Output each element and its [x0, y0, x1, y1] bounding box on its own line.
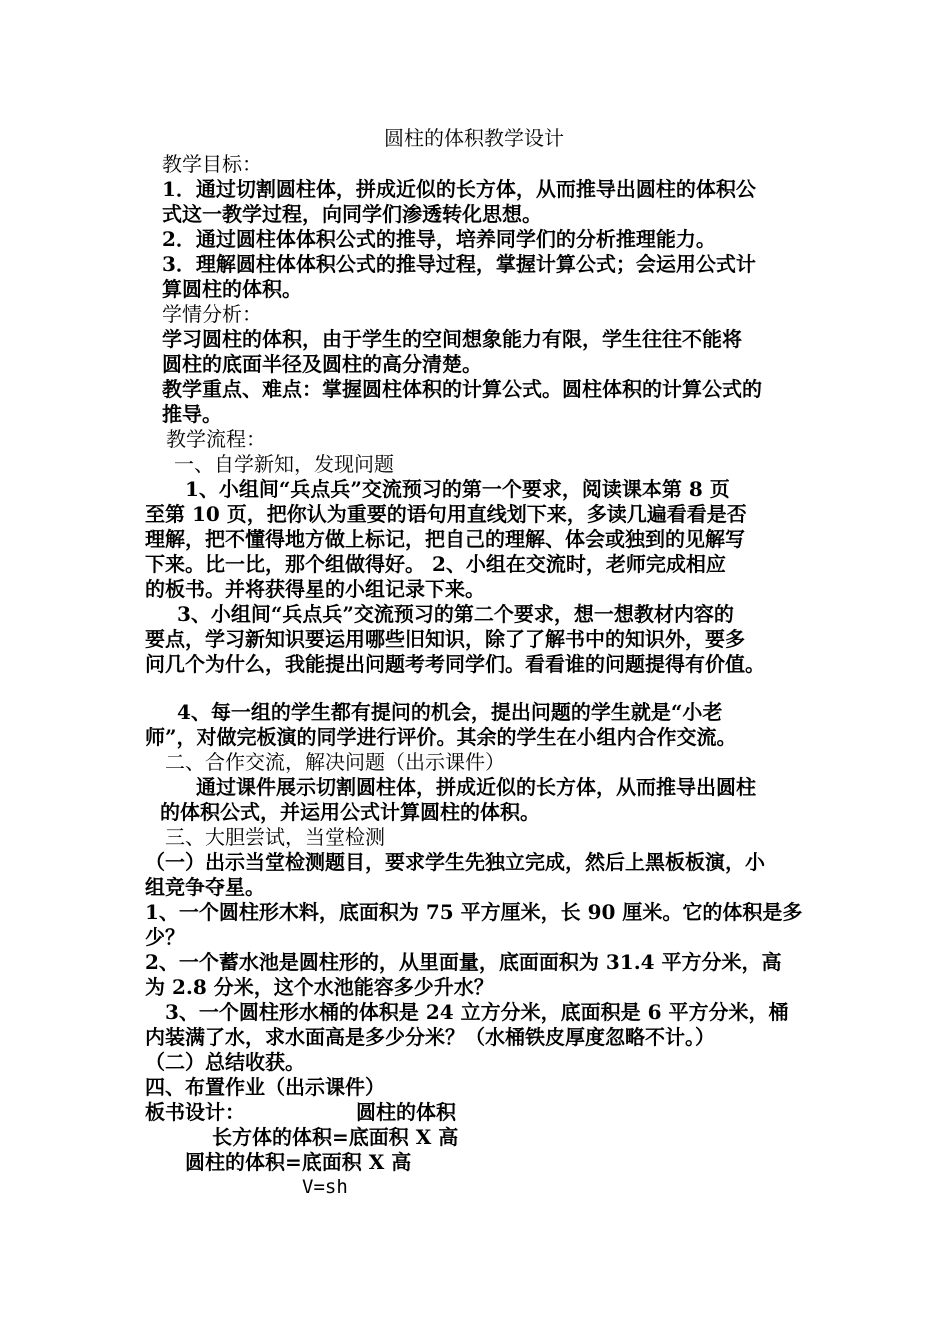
heading-teaching-process: 教学流程： — [166, 427, 266, 451]
document-title: 圆柱的体积教学设计 — [384, 126, 564, 150]
section-3-heading: 三、大胆尝试，当堂检测 — [165, 825, 385, 849]
goal-1-line-2: 式这一教学过程，向同学们渗透转化思想。 — [162, 202, 542, 226]
problem-2-line-2: 为 2.8 分米，这个水池能容多少升水？ — [145, 975, 494, 999]
step-1-line-1: 1、小组间“兵点兵”交流预习的第一个要求，阅读课本第 8 页 — [185, 477, 730, 501]
step-1-line-3: 理解，把不懂得地方做上标记，把自己的理解、体会或独到的见解写 — [145, 527, 745, 551]
heading-student-analysis: 学情分析： — [162, 302, 262, 326]
section-2-heading: 二、合作交流，解决问题（出示课件） — [165, 750, 505, 774]
step-3-line-3: 问几个为什么，我能提出问题考考同学们。看看谁的问题提得有价值。 — [145, 652, 765, 676]
problem-1-line-2: 少？ — [145, 925, 185, 949]
step-1-line-4: 下来。比一比，那个组做得好。 2、小组在交流时，老师完成相应 — [145, 552, 726, 576]
board-design-label: 板书设计： — [145, 1100, 245, 1124]
step-3-line-1: 3、小组间“兵点兵”交流预习的第二个要求，想一想教材内容的 — [177, 602, 734, 626]
heading-teaching-goals: 教学目标： — [162, 152, 262, 176]
step-1-line-2: 至第 10 页，把你认为重要的语句用直线划下来，多读几遍看看是否 — [145, 502, 747, 526]
step-4-line-1: 4、每一组的学生都有提问的机会，提出问题的学生就是“小老 — [177, 700, 723, 724]
section-4-heading: 四、布置作业（出示课件） — [145, 1075, 385, 1099]
summary-line: （二）总结收获。 — [145, 1050, 305, 1074]
analysis-line-1: 学习圆柱的体积，由于学生的空间想象能力有限，学生往往不能将 — [162, 327, 742, 351]
board-design-title: 圆柱的体积 — [356, 1100, 456, 1124]
test-intro-line-2: 组竞争夺星。 — [145, 875, 265, 899]
goal-3-line-1: 3．理解圆柱体体积公式的推导过程，掌握计算公式；会运用公式计 — [162, 252, 756, 276]
step-3-line-2: 要点，学习新知识要运用哪些旧知识，除了了解书中的知识外，要多 — [145, 627, 745, 651]
problem-2-line-1: 2、一个蓄水池是圆柱形的，从里面量，底面面积为 31.4 平方分米，高 — [145, 950, 782, 974]
problem-1-line-1: 1、一个圆柱形木料，底面积为 75 平方厘米，长 90 厘米。它的体积是多 — [145, 900, 803, 924]
problem-3-line-2: 内装满了水，求水面高是多少分米？（水桶铁皮厚度忽略不计。） — [145, 1025, 715, 1049]
board-formula-vsh: V=sh — [302, 1176, 348, 1198]
goal-2: 2．通过圆柱体体积公式的推导，培养同学们的分析推理能力。 — [162, 227, 716, 251]
section-2-line-2: 的体积公式，并运用公式计算圆柱的体积。 — [160, 800, 540, 824]
problem-3-line-1: 3、一个圆柱形水桶的体积是 24 立方分米，底面积是 6 平方分米，桶 — [165, 1000, 789, 1024]
section-1-heading: 一、自学新知，发现问题 — [174, 452, 394, 476]
test-intro-line-1: （一）出示当堂检测题目，要求学生先独立完成，然后上黑板板演，小 — [145, 850, 765, 874]
goal-3-line-2: 算圆柱的体积。 — [162, 277, 302, 301]
section-2-line-1: 通过课件展示切割圆柱体，拼成近似的长方体，从而推导出圆柱 — [196, 775, 756, 799]
key-points-line-2: 推导。 — [162, 402, 222, 426]
board-formula-cuboid: 长方体的体积=底面积 X 高 — [212, 1125, 459, 1149]
board-formula-cylinder: 圆柱的体积=底面积 X 高 — [185, 1150, 412, 1174]
key-points-line-1: 教学重点、难点：掌握圆柱体积的计算公式。圆柱体积的计算公式的 — [162, 377, 762, 401]
analysis-line-2: 圆柱的底面半径及圆柱的高分清楚。 — [162, 352, 482, 376]
step-2-line: 的板书。并将获得星的小组记录下来。 — [145, 577, 485, 601]
goal-1-line-1: 1．通过切割圆柱体，拼成近似的长方体，从而推导出圆柱的体积公 — [162, 177, 756, 201]
step-4-line-2: 师”，对做完板演的同学进行评价。其余的学生在小组内合作交流。 — [145, 725, 737, 749]
